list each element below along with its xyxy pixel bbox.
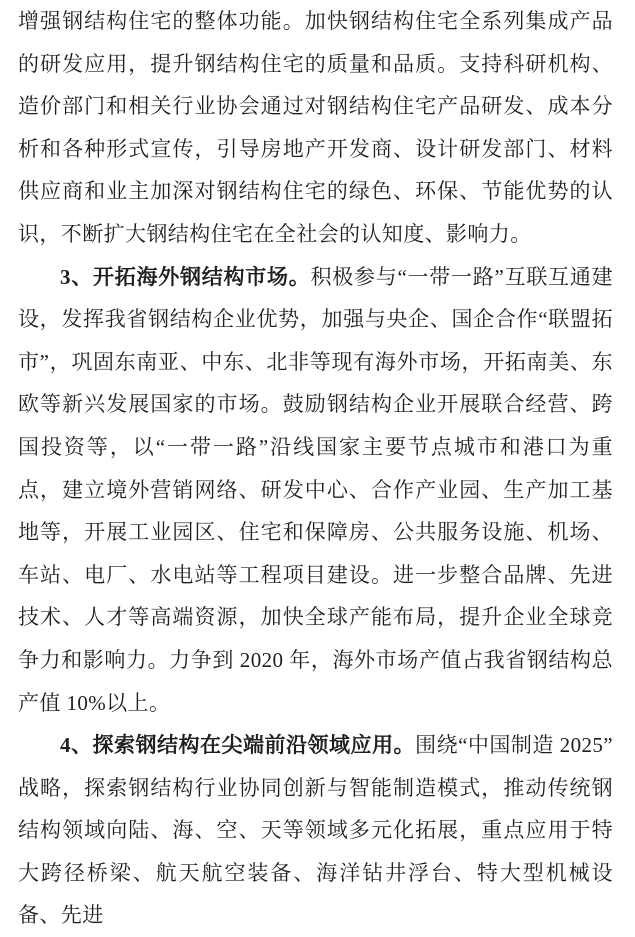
paragraph-lead-item-3: 3、开拓海外钢结构市场。	[60, 264, 311, 289]
paragraph-lead-item-4: 4、探索钢结构在尖端前沿领域应用。	[60, 733, 416, 758]
paragraph-continuation	[18, 0, 613, 256]
paragraph-text: 增强钢结构住宅的整体功能。加快钢结构住宅全系列集成产品的研发应用，提升钢结构住宅的质量和品质。支持科研机构、造价部门和相关行业协会通过对钢结构住宅产品研发、成本分析和各种形式宣传，引导房地产开发商、设计研发部门、材料供应商和业主加深对钢结构住宅的绿色、环保、节能优势的认识，不断扩大钢结构住宅在全社会的认知度、影响力。	[18, 9, 613, 246]
paragraph-text: 围绕“中国制造 2025”战略，探索钢结构行业协同创新与智能制造模式，推动传统钢结构领域向陆、海、空、天等领域多元化拓展，重点应用于特大跨径桥梁、航天航空装备、海洋钻井浮台、特大型机械设备、先进	[18, 733, 613, 928]
paragraph-item-4	[18, 724, 613, 937]
paragraph-text: 积极参与“一带一路”互联互通建设，发挥我省钢结构企业优势，加强与央企、国企合作“联盟拓市”，巩固东南亚、中东、北非等现有海外市场，开拓南美、东欧等新兴发展国家的市场。鼓励钢结构企业开展联合经营、跨国投资等，以“一带一路”沿线国家主要节点城市和港口为重点，建立境外营销网络、研发中心、合作产业园、生产加工基地等，开展工业园区、住宅和保障房、公共服务设施、机场、车站、电厂、水电站等工程项目建设。进一步整合品牌、先进技术、人才等高端资源，加快全球产能布局，提升企业全球竞争力和影响力。力争到 2020 年，海外市场产值占我省钢结构总产值 10%以上。	[18, 264, 613, 715]
paragraph-item-3	[18, 256, 613, 725]
